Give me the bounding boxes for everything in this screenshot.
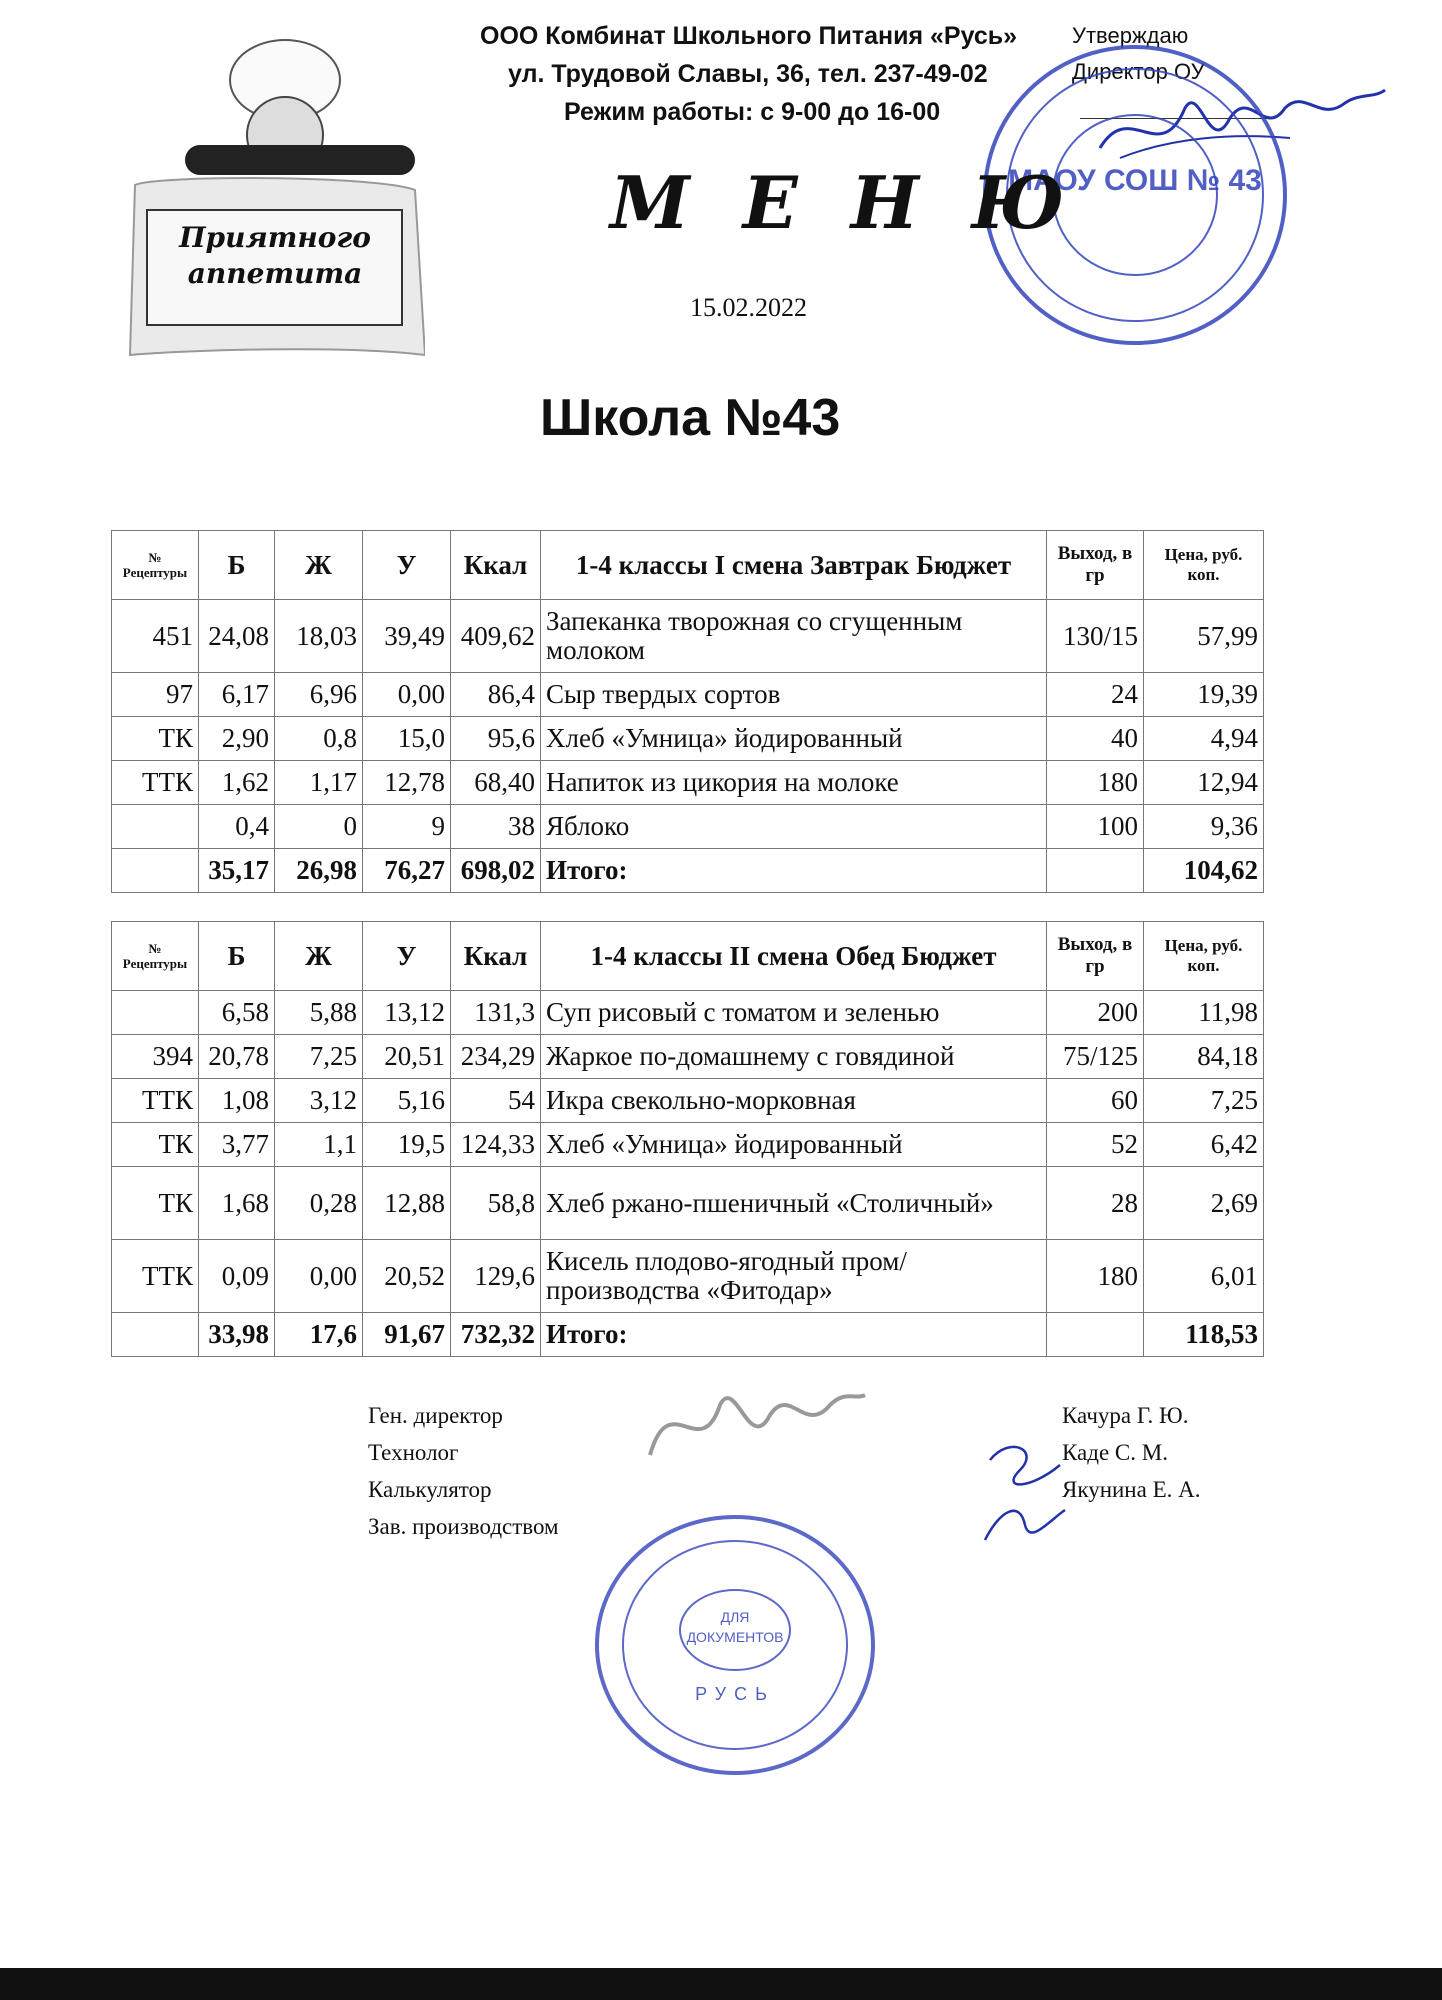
- company-hours: Режим работы: с 9-00 до 16-00: [564, 98, 941, 126]
- total-label: Итого:: [541, 849, 1047, 893]
- company-stamp-icon: [590, 1510, 880, 1780]
- shift-title: 1-4 классы II смена Обед Бюджет: [541, 922, 1047, 991]
- table-row: 0,4 0 9 38 Яблоко 100 9,36: [112, 805, 1264, 849]
- col-u: У: [363, 922, 451, 991]
- col-kcal: Ккал: [451, 922, 541, 991]
- col-u: У: [363, 531, 451, 600]
- lunch-table: [111, 921, 1264, 1357]
- table-row: 6,58 5,88 13,12 131,3 Суп рисовый с томатом и зеленью 200 11,98: [112, 991, 1264, 1035]
- shift-title: 1-4 классы I смена Завтрак Бюджет: [541, 531, 1047, 600]
- col-recipe: № Рецептуры: [112, 531, 199, 600]
- col-output: Выход, в гр: [1047, 922, 1144, 991]
- technologist-signature-icon: [980, 1430, 1070, 1550]
- dish-name: Хлеб «Умница» йодированный: [541, 717, 1047, 761]
- col-kcal: Ккал: [451, 531, 541, 600]
- approval-role: Директор ОУ: [1072, 59, 1205, 84]
- table-row: 394 20,78 7,25 20,51 234,29 Жаркое по-домашнему с говядиной 75/125 84,18: [112, 1035, 1264, 1079]
- dish-name: Запеканка творожная со сгущенным молоком: [541, 600, 1047, 673]
- approval-label: Утверждаю: [1072, 23, 1189, 48]
- col-price: Цена, руб. коп.: [1144, 922, 1264, 991]
- scan-edge: [0, 1968, 1442, 2000]
- signature-names: Качура Г. Ю. Каде С. М. Якунина Е. А.: [1062, 1403, 1201, 1502]
- col-b: Б: [199, 922, 275, 991]
- dish-name: Яблоко: [541, 805, 1047, 849]
- svg-text:ДЛЯ: ДЛЯ: [720, 1609, 750, 1625]
- col-zh: Ж: [275, 922, 363, 991]
- gen-director-signature-icon: [640, 1365, 870, 1485]
- svg-text:РУСЬ: РУСЬ: [695, 1684, 775, 1704]
- table-row: ТК 2,90 0,8 15,0 95,6 Хлеб «Умница» йодированный 40 4,94: [112, 717, 1264, 761]
- col-b: Б: [199, 531, 275, 600]
- total-label: Итого:: [541, 1313, 1047, 1357]
- svg-text:ДОКУМЕНТОВ: ДОКУМЕНТОВ: [686, 1629, 784, 1645]
- table-header-row: [112, 922, 1264, 991]
- col-zh: Ж: [275, 531, 363, 600]
- table-row: ТК 1,68 0,28 12,88 58,8 Хлеб ржано-пшеничный «Столичный» 28 2,69: [112, 1167, 1264, 1240]
- svg-text:МАОУ СОШ № 43: МАОУ СОШ № 43: [1008, 164, 1262, 197]
- company-name: ООО Комбинат Школьного Питания «Русь»: [480, 22, 1018, 50]
- col-recipe: № Рецептуры: [112, 922, 199, 991]
- dish-name: Кисель плодово-ягодный пром/производства «Фитодар»: [541, 1240, 1047, 1313]
- table-header-row: [112, 531, 1264, 600]
- col-price: Цена, руб. коп.: [1144, 531, 1264, 600]
- breakfast-table: [111, 530, 1264, 893]
- menu-title: М Е Н Ю: [610, 160, 1079, 245]
- dish-name: Суп рисовый с томатом и зеленью: [541, 991, 1047, 1035]
- table-row: 97 6,17 6,96 0,00 86,4 Сыр твердых сортов 24 19,39: [112, 673, 1264, 717]
- table-row: ТТК 1,08 3,12 5,16 54 Икра свекольно-морковная 60 7,25: [112, 1079, 1264, 1123]
- table-row: ТТК 0,09 0,00 20,52 129,6 Кисель плодово-ягодный пром/производства «Фитодар» 180 6,01: [112, 1240, 1264, 1313]
- menu-date: 15.02.2022: [690, 293, 807, 322]
- total-row: 35,17 26,98 76,27 698,02 Итого: 104,62: [112, 849, 1264, 893]
- logo-text: Приятного аппетита: [179, 221, 371, 290]
- dish-name: Хлеб «Умница» йодированный: [541, 1123, 1047, 1167]
- table-row: 451 24,08 18,03 39,49 409,62 Запеканка творожная со сгущенным молоком 130/15 57,99: [112, 600, 1264, 673]
- company-address: ул. Трудовой Славы, 36, тел. 237-49-02: [508, 60, 988, 88]
- col-output: Выход, в гр: [1047, 531, 1144, 600]
- dish-name: Жаркое по-домашнему с говядиной: [541, 1035, 1047, 1079]
- dish-name: Напиток из цикория на молоке: [541, 761, 1047, 805]
- signature-roles: Ген. директор Технолог Калькулятор Зав. производством: [368, 1403, 559, 1539]
- total-row: 33,98 17,6 91,67 732,32 Итого: 118,53: [112, 1313, 1264, 1357]
- dish-name: Сыр твердых сортов: [541, 673, 1047, 717]
- table-row: ТК 3,77 1,1 19,5 124,33 Хлеб «Умница» йодированный 52 6,42: [112, 1123, 1264, 1167]
- dish-name: Икра свекольно-морковная: [541, 1079, 1047, 1123]
- dish-name: Хлеб ржано-пшеничный «Столичный»: [541, 1167, 1047, 1240]
- school-title: Школа №43: [540, 389, 841, 447]
- logo-icon: [125, 25, 425, 360]
- table-row: ТТК 1,62 1,17 12,78 68,40 Напиток из цикория на молоке 180 12,94: [112, 761, 1264, 805]
